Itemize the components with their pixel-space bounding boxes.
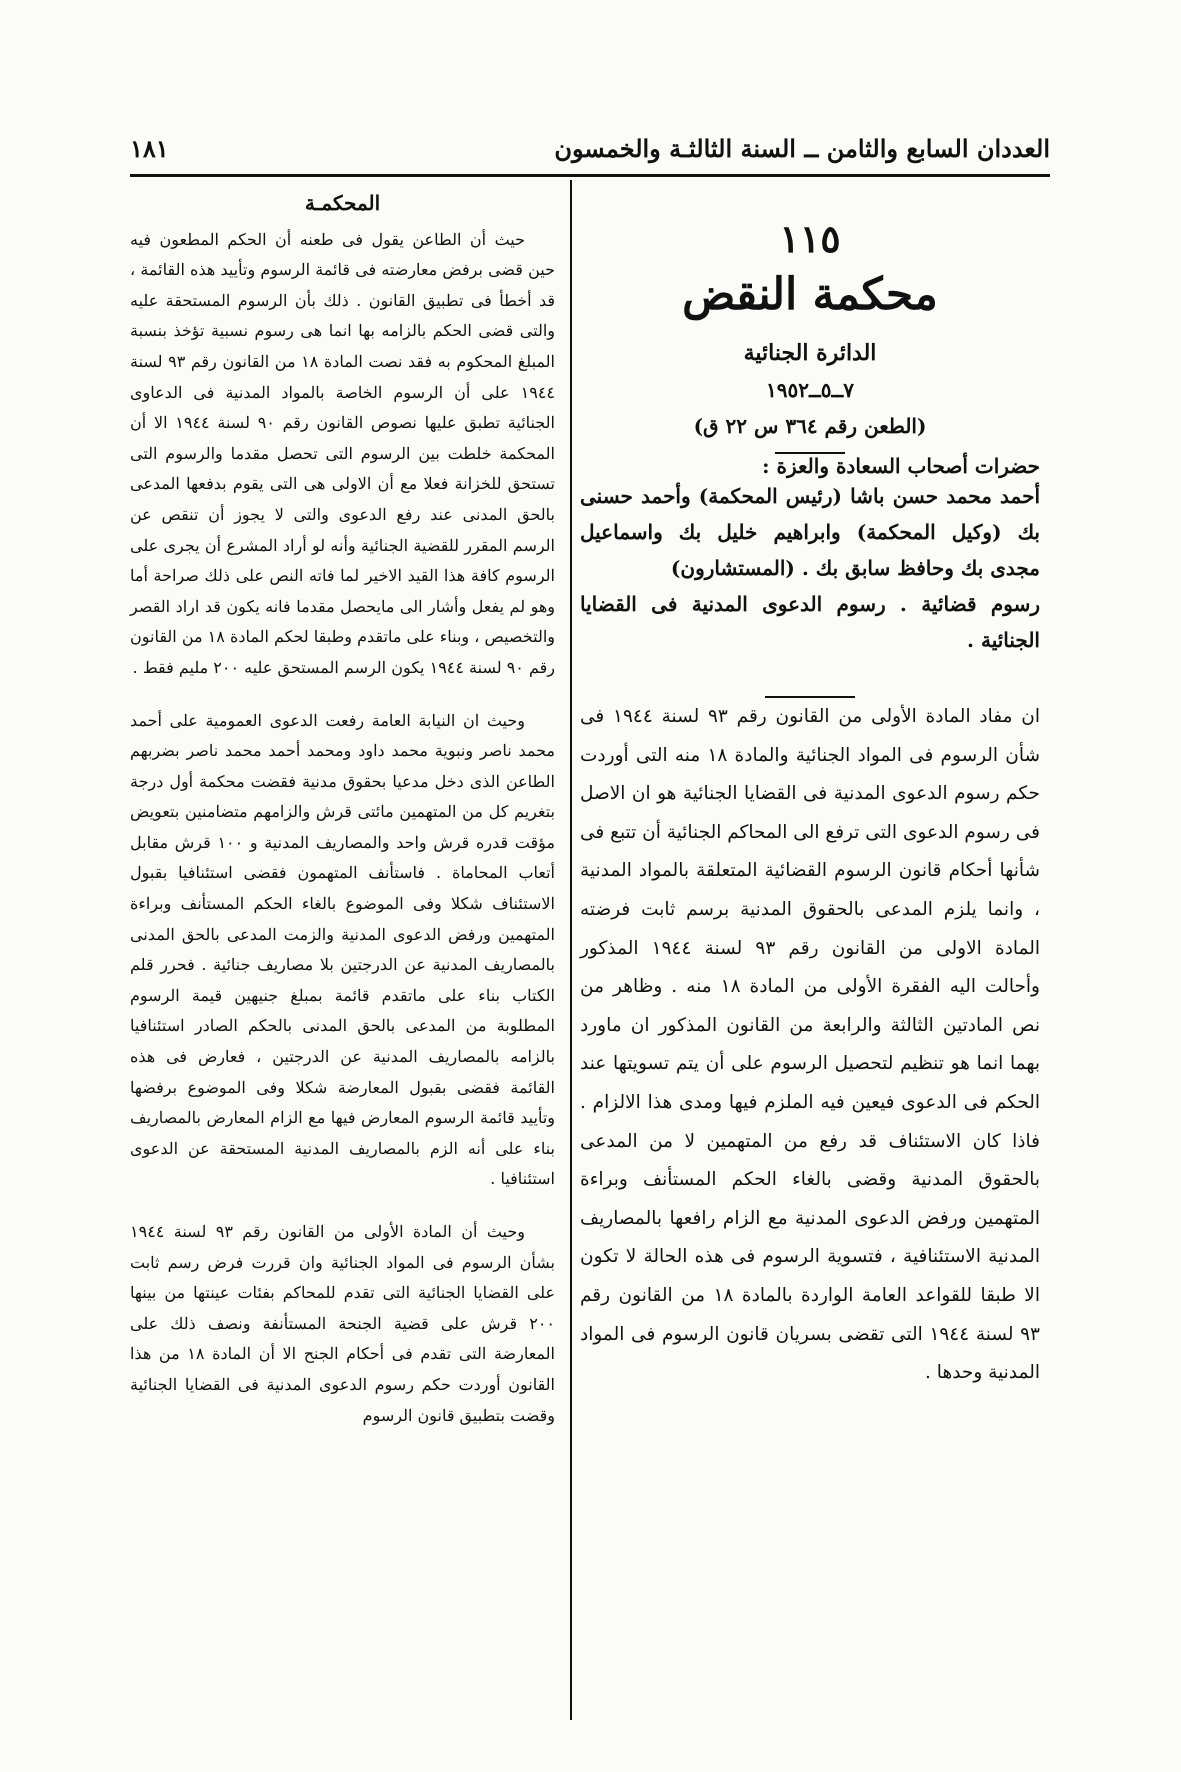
judges-list: أحمد محمد حسن باشا (رئيس المحكمة) وأحمد حسنى بك (وكيل المحكمة) وابراهيم خليل بك واسماعيل مجدى بك وحافظ سابق بك . (المستشارون) bbox=[580, 484, 1040, 580]
presence-line: حضرات أصحاب السعادة والعزة : bbox=[762, 454, 1040, 478]
page-number: ١٨١ bbox=[130, 133, 169, 163]
case-subject: رسوم قضائية . رسوم الدعوى المدنية فى القضايا الجنائية . bbox=[580, 592, 1040, 652]
section-title: المحكمـة bbox=[304, 191, 381, 215]
header-rule bbox=[130, 174, 1050, 177]
column-divider bbox=[570, 180, 572, 1720]
legal-principle: ان مفاد المادة الأولى من القانون رقم ٩٣ لسنة ١٩٤٤ فى شأن الرسوم فى المواد الجنائية والمادة ١٨ منه التى أوردت حكم رسوم الدعوى المدنية فى القضايا الجنائية هو ان الاصل فى رسوم الدعوى التى ترفع الى المحاكم الجنائية أن تتبع فى شأنها أحكام قانون الرسوم القضائية المتعلقة بالمواد المدنية ، وانما يلزم المدعى بالحقوق المدنية برسم ثابت فرضته المادة الاولى من القانون رقم ٩٣ لسنة ١٩٤٤ المذكور وأحالت اليه الفقرة الأولى من المادة ١٨ منه . وظاهر من نص المادتين الثالثة والرابعة من القانون المذكور ان ماورد بهما انما هو تنظيم لتحصيل الرسوم على أن يتم تسويتها عند الحكم فى الدعوى فيعين فيه الملزم فيها ومدى هذا الالزام . فاذا كان الاستئناف قد رفع من المتهمين لا من المدعى بالحقوق المدنية وقضى بالغاء الحكم المستأنف وبراءة المتهمين ورفض الدعوى المدنية مع الزام رافعها بالمصاريف المدنية الاستئنافية ، فتسوية الرسوم فى هذه الحالة لا تكون الا طبقا للقواعد العامة الواردة بالمادة ١٨ من القانون رقم ٩٣ لسنة ١٩٤٤ التى تقضى بسريان قانون الرسوم فى المواد المدنية وحدها . bbox=[579, 706, 1040, 1384]
issue-title: العددان السابع والثامن ــ السنة الثالثـة والخمسون bbox=[554, 133, 1050, 163]
paragraph: وحيث أن المادة الأولى من القانون رقم ٩٣ لسنة ١٩٤٤ بشأن الرسوم فى المواد الجنائية وان قررت فرض رسم ثابت على القضايا الجنائية التى تقدم للمحاكم بفئات عينتها من بينها ٢٠٠ قرش على قضية الجنحة المستأنفة ونصف ذلك على المعارضة التى تقدم فى أحكام الجنح الا أن المادة ١٨ من هذا القانون أوردت حكم رسوم الدعوى المدنية فى القضايا الجنائية وقضت بتطبيق قانون الرسوم bbox=[130, 1222, 556, 1425]
right-column bbox=[580, 200, 1040, 1393]
judgment-date: ٧ــ٥ــ١٩٥٢ bbox=[766, 378, 854, 402]
circuit-name: الدائرة الجنائية bbox=[743, 340, 877, 366]
left-column bbox=[129, 191, 556, 1431]
appeal-number: (الطعن رقم ٣٦٤ س ٢٢ ق) bbox=[693, 414, 927, 438]
page-header bbox=[130, 126, 1050, 170]
case-number: ١١٥ bbox=[779, 216, 841, 261]
court-name: محكمة النقض bbox=[682, 269, 938, 320]
paragraph: وحيث ان النيابة العامة رفعت الدعوى العمومية على أحمد محمد ناصر ونبوية محمد داود ومحمد أحمد محمد ناصر بضربهم الطاعن الذى دخل مدعيا بحقوق مدنية فقضت محكمة أول درجة بتغريم كل من المتهمين مائتى قرش والزامهم متضامنين بتعويض مؤقت قدره قرش واحد والمصاريف المدنية و ١٠٠ قرش مقابل أتعاب المحاماة . فاستأنف المتهمون فقضى استئنافيا بقبول الاستئناف شكلا وفى الموضوع بالغاء الحكم المستأنف وبراءة المتهمين ورفض الدعوى المدنية والزمت المدعى بالحق المدنى بالمصاريف المدنية عن الدرجتين بلا مصاريف جنائية . فحرر قلم الكتاب بناء على ماتقدم قائمة بمبلغ جنيهين قيمة الرسوم المطلوبة من المدعى بالحق المدنى بالحكم الصادر استئنافيا بالزامه بالمصاريف المدنية عن الدرجتين ، فعارض فى هذه القائمة فقضى بقبول المعارضة شكلا وفى الموضوع برفضها وتأييد قائمة الرسوم المعارض فيها مع الزام المعارض بالمصاريف بناء على أنه الزم بالمصاريف المدنية المستحقة عن الدعوى استئنافيا . bbox=[130, 710, 555, 1189]
paragraph: حيث أن الطاعن يقول فى طعنه أن الحكم المطعون فيه حين قضى برفض معارضته فى قائمة الرسوم وتأييد هذه القائمة ، قد أخطأ فى تطبيق القانون . ذلك بأن الرسوم المستحقة عليه والتى قضى الحكم بالزامه بها انما هى رسوم نسبية تؤخذ بنسبة المبلغ المحكوم به فقد نصت المادة ١٨ من القانون رقم ٩٣ لسنة ١٩٤٤ على أن الرسوم الخاصة بالمواد المدنية فى الدعاوى الجنائية تطبق عليها نصوص القانون رقم ٩٠ لسنة ١٩٤٤ الا أن المحكمة خلطت بين الرسوم التى تحصل مقدما والرسوم التى تستحق للخزانة فعلا مع أن الاولى هى التى يقوم بدفعها المدعى بالحق المدنى عند رفع الدعوى والتى لا يجوز أن تنقص عن الرسم المقرر للقضية الجنائية وأنه لو أراد المشرع أن يجرى على الرسوم كافة هذا القيد الاخير لما فاته النص على ذلك صراحة أما وهو لم يفعل وأشار الى مايحصل مقدما فانه يكون قد اراد القصر والتخصيص ، وبناء على ماتقدم وطبقا لحكم المادة ١٨ من القانون رقم ٩٠ لسنة ١٩٤٤ يكون الرسم المستحق عليه ٢٠٠ مليم فقط . bbox=[129, 229, 556, 677]
